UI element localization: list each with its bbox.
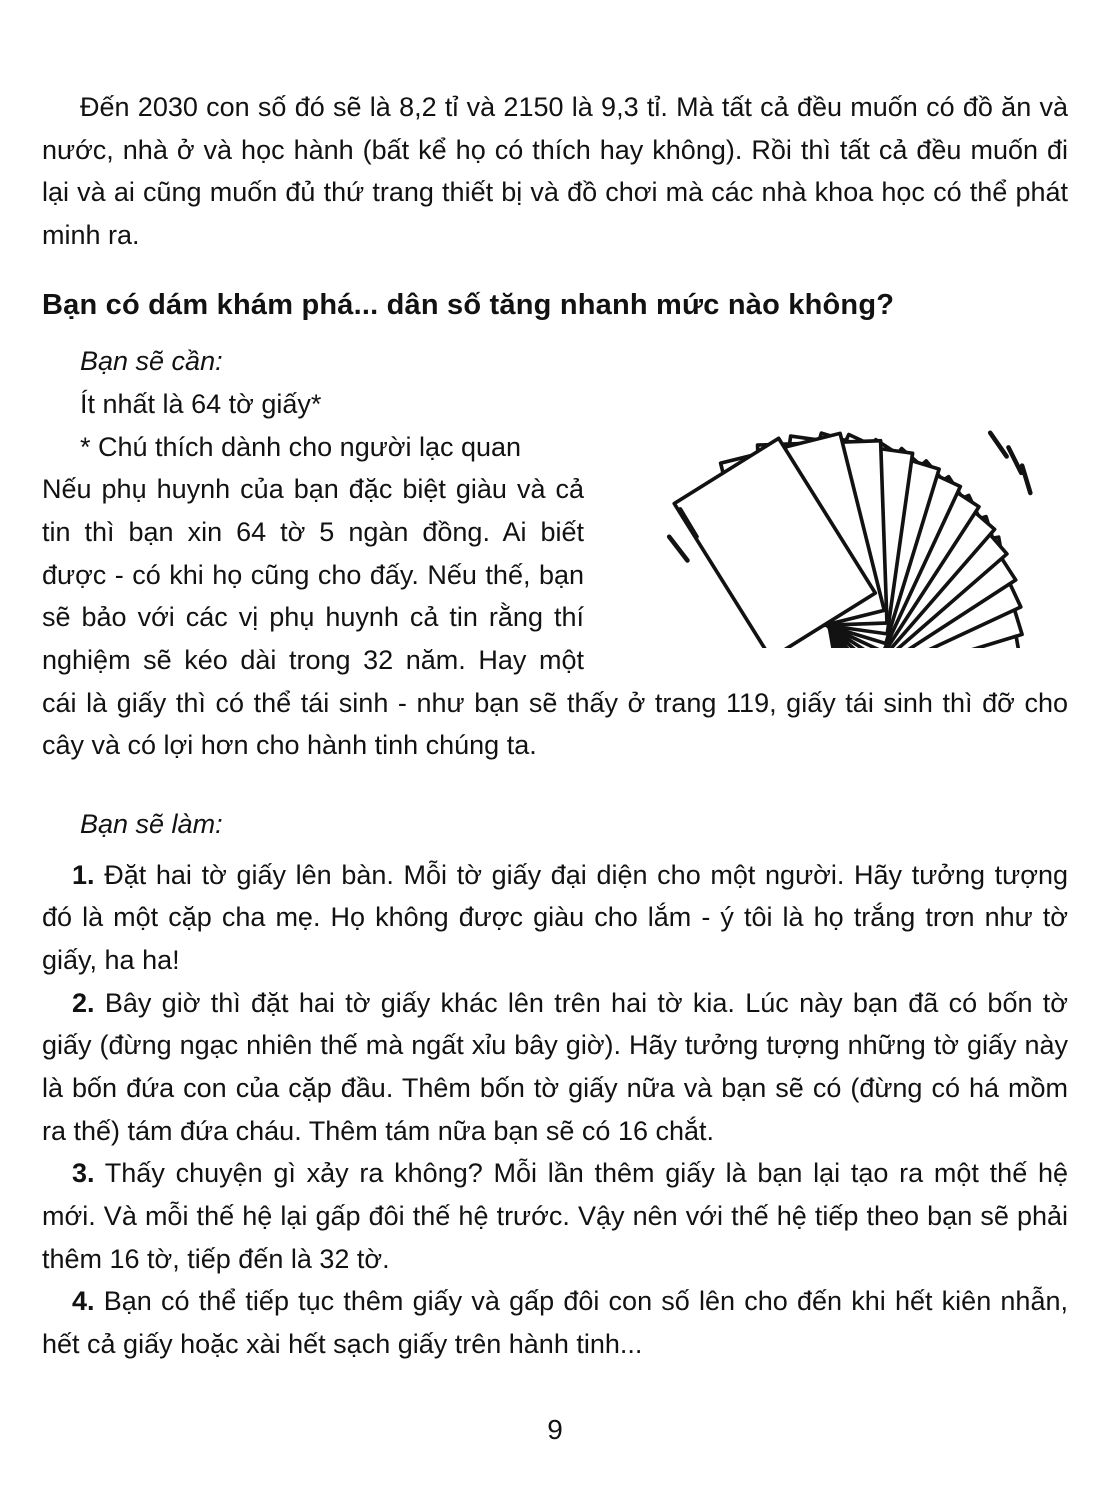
optimist-footnote (42, 426, 1068, 767)
step-2-text: Bây giờ thì đặt hai tờ giấy khác lên trên hai tờ kia. Lúc này bạn đã có bốn tờ giấy (đừng ngạc nhiên thế mà ngất xỉu bây giờ). Hãy tưởng tượng những tờ giấy này là bốn đứa con của cặp đầu. Thêm bốn tờ giấy nữa và bạn sẽ có (đừng có há mồm ra thế) tám đứa cháu. Thêm tám nữa bạn sẽ có 16 chắt. (42, 987, 1068, 1146)
intro-paragraph: Đến 2030 con số đó sẽ là 8,2 tỉ và 2150 là 9,3 tỉ. Mà tất cả đều muốn có đồ ăn và nước, nhà ở và học hành (bất kể họ có thích hay không). Rồi thì tất cả đều muốn đi lại và ai cũng muốn đủ thứ trang thiết bị và đồ chơi mà các nhà khoa học có thể phát minh ra. (42, 92, 1068, 250)
fanned-paper-illustration-icon (606, 420, 1068, 648)
step-1-text: Đặt hai tờ giấy lên bàn. Mỗi tờ giấy đại diện cho một người. Hãy tưởng tượng đó là một cặp cha mẹ. Họ không được giàu cho lắm - ý tôi là họ trắng trơn như tờ giấy, ha ha! (42, 859, 1068, 975)
you-will-need-label: Bạn sẽ cần: (80, 346, 223, 377)
section-heading: Bạn có dám khám phá... dân số tăng nhanh mức nào không? (42, 288, 895, 321)
footnote-title: * Chú thích dành cho người lạc quan (80, 431, 522, 462)
step-4 (42, 1280, 1068, 1365)
step-3 (42, 1152, 1068, 1280)
step-2-number: 2. (72, 987, 95, 1018)
step-3-number: 3. (72, 1158, 95, 1189)
footnote-body: Nếu phụ huynh của bạn đặc biệt giàu và cả tin thì bạn xin 64 tờ 5 ngàn đồng. Ai biết được - có khi họ cũng cho đấy. Nếu thế, bạn sẽ bảo với các vị phụ huynh cả tin rằng thí nghiệm sẽ kéo dài trong 32 năm. Hay một cái là giấy thì có thể tái sinh - như bạn sẽ thấy ở trang 119, giấy tái sinh thì đỡ cho cây và có lợi hơn cho hành tinh chúng ta. (42, 474, 1068, 761)
step-2 (42, 982, 1068, 1153)
step-4-text: Bạn có thể tiếp tục thêm giấy và gấp đôi con số lên cho đến khi hết kiên nhẫn, hết cả giấy hoặc xài hết sạch giấy trên hành tinh... (42, 1286, 1068, 1359)
step-4-number: 4. (72, 1286, 95, 1317)
page-number: 9 (547, 1413, 563, 1445)
you-will-do-label: Bạn sẽ làm: (80, 809, 223, 839)
step-1-number: 1. (72, 859, 95, 890)
you-will-need-item: Ít nhất là 64 tờ giấy* (80, 389, 322, 420)
step-3-text: Thấy chuyện gì xảy ra không? Mỗi lần thêm giấy là bạn lại tạo ra một thế hệ mới. Và mỗi thế hệ lại gấp đôi thế hệ trước. Vậy nên với thế hệ tiếp theo bạn sẽ phải thêm 16 tờ, tiếp đến là 32 tờ. (42, 1158, 1068, 1274)
step-1 (42, 854, 1068, 982)
